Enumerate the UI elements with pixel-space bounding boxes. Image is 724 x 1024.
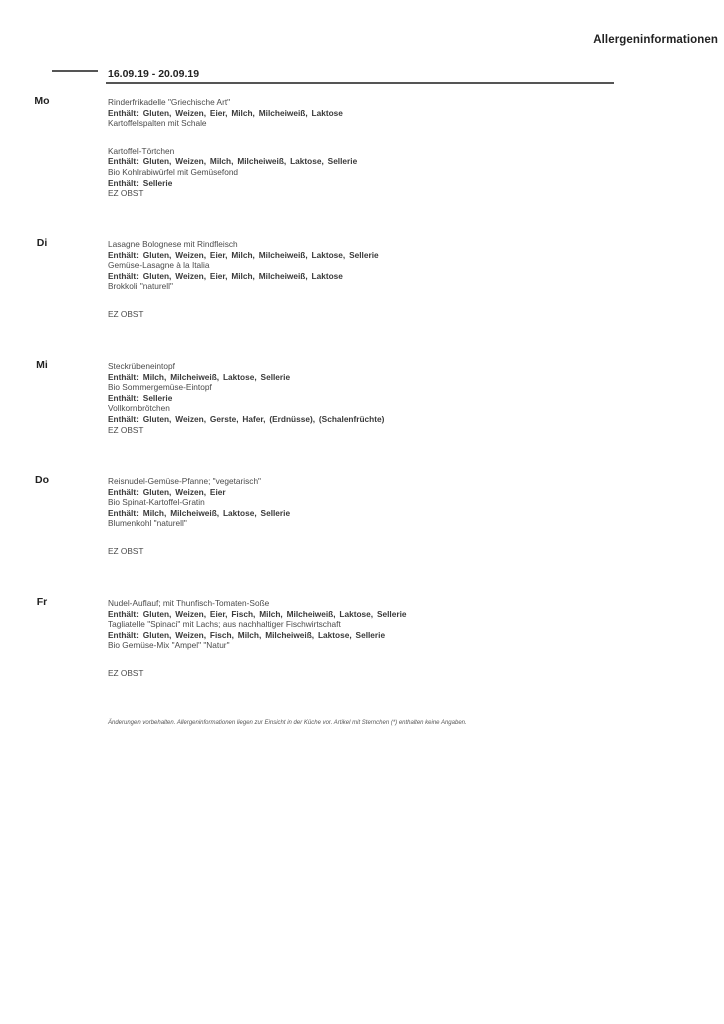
dish-line: Kartoffelspalten mit Schale bbox=[108, 118, 207, 129]
allergen-line: Enthält: Gluten, Weizen, Eier, Milch, Milcheiweiß, Laktose bbox=[108, 270, 343, 281]
dish-line: EZ OBST bbox=[108, 188, 144, 199]
dish-line: Bio Spinat-Kartoffel-Gratin bbox=[108, 497, 205, 508]
footnote: Änderungen vorbehalten. Allergeninformationen liegen zur Einsicht in der Küche vor. Artikel mit Sternchen (*) enthalten keine Angaben. bbox=[108, 720, 467, 726]
dish-line: Tagliatelle "Spinaci" mit Lachs; aus nachhaltiger Fischwirtschaft bbox=[108, 619, 341, 630]
dish-line: Vollkornbrötchen bbox=[108, 403, 170, 414]
dish-line: Steckrübeneintopf bbox=[108, 361, 175, 371]
day-label-mo: Mo bbox=[34, 95, 50, 107]
dish-line: Bio Gemüse-Mix "Ampel" "Natur" bbox=[108, 640, 230, 651]
dish-line: Brokkoli "naturell" bbox=[108, 281, 173, 292]
dish-line: EZ OBST bbox=[108, 667, 144, 678]
dish-line: Lasagne Bolognese mit Rindfleisch bbox=[108, 239, 238, 249]
allergen-line: Enthält: Gluten, Weizen, Eier, Milch, Milcheiweiß, Laktose, Sellerie bbox=[108, 249, 379, 260]
line-spacer bbox=[108, 651, 628, 668]
day-label-di: Di bbox=[36, 237, 48, 249]
day-block-fr bbox=[108, 598, 628, 679]
allergen-line: Enthält: Sellerie bbox=[108, 392, 173, 403]
day-label-fr: Fr bbox=[36, 596, 48, 608]
day-label-mi: Mi bbox=[36, 359, 48, 371]
day-block-mo bbox=[108, 97, 628, 199]
line-spacer bbox=[108, 292, 628, 309]
allergen-line: Enthält: Gluten, Weizen, Eier, Milch, Milcheiweiß, Laktose bbox=[108, 107, 343, 118]
dish-line: Gemüse-Lasagne à la Italia bbox=[108, 260, 210, 271]
dish-line: Kartoffel-Törtchen bbox=[108, 145, 175, 156]
day-label-do: Do bbox=[35, 474, 49, 486]
allergen-line: Enthält: Gluten, Weizen, Fisch, Milch, Milcheiweiß, Laktose, Sellerie bbox=[108, 629, 386, 640]
line-spacer bbox=[108, 129, 628, 146]
dish-line: Blumenkohl "naturell" bbox=[108, 518, 187, 529]
allergen-line: Enthält: Sellerie bbox=[108, 177, 173, 188]
dish-line: Rinderfrikadelle "Griechische Art" bbox=[108, 97, 231, 107]
dish-line: Reisnudel-Gemüse-Pfanne; "vegetarisch" bbox=[108, 476, 262, 486]
date-range: 16.09.19 - 20.09.19 bbox=[108, 68, 200, 80]
dish-line: Bio Sommergemüse-Eintopf bbox=[108, 382, 212, 393]
allergen-line: Enthält: Gluten, Weizen, Eier bbox=[108, 486, 226, 497]
header-rule-short bbox=[52, 70, 98, 72]
allergen-line: Enthält: Milch, Milcheiweiß, Laktose, Sellerie bbox=[108, 507, 291, 518]
dish-line: Bio Kohlrabiwürfel mit Gemüsefond bbox=[108, 166, 239, 177]
document-title: Allergeninformationen bbox=[593, 34, 718, 46]
dish-line: EZ OBST bbox=[108, 545, 144, 556]
day-block-do bbox=[108, 476, 628, 557]
allergen-line: Enthält: Gluten, Weizen, Milch, Milcheiweiß, Laktose, Sellerie bbox=[108, 156, 358, 167]
allergen-line: Enthält: Gluten, Weizen, Gerste, Hafer, (Erdnüsse), (Schalenfrüchte) bbox=[108, 413, 385, 424]
dish-line: EZ OBST bbox=[108, 308, 144, 319]
dish-line: Nudel-Auflauf; mit Thunfisch-Tomaten-Soße bbox=[108, 598, 270, 608]
dish-line: EZ OBST bbox=[108, 424, 144, 435]
line-spacer bbox=[108, 529, 628, 546]
day-block-mi bbox=[108, 361, 628, 435]
day-block-di bbox=[108, 239, 628, 320]
allergen-line: Enthält: Gluten, Weizen, Eier, Fisch, Milch, Milcheiweiß, Laktose, Sellerie bbox=[108, 608, 407, 619]
allergen-line: Enthält: Milch, Milcheiweiß, Laktose, Sellerie bbox=[108, 371, 291, 382]
header-rule-long bbox=[106, 82, 614, 84]
